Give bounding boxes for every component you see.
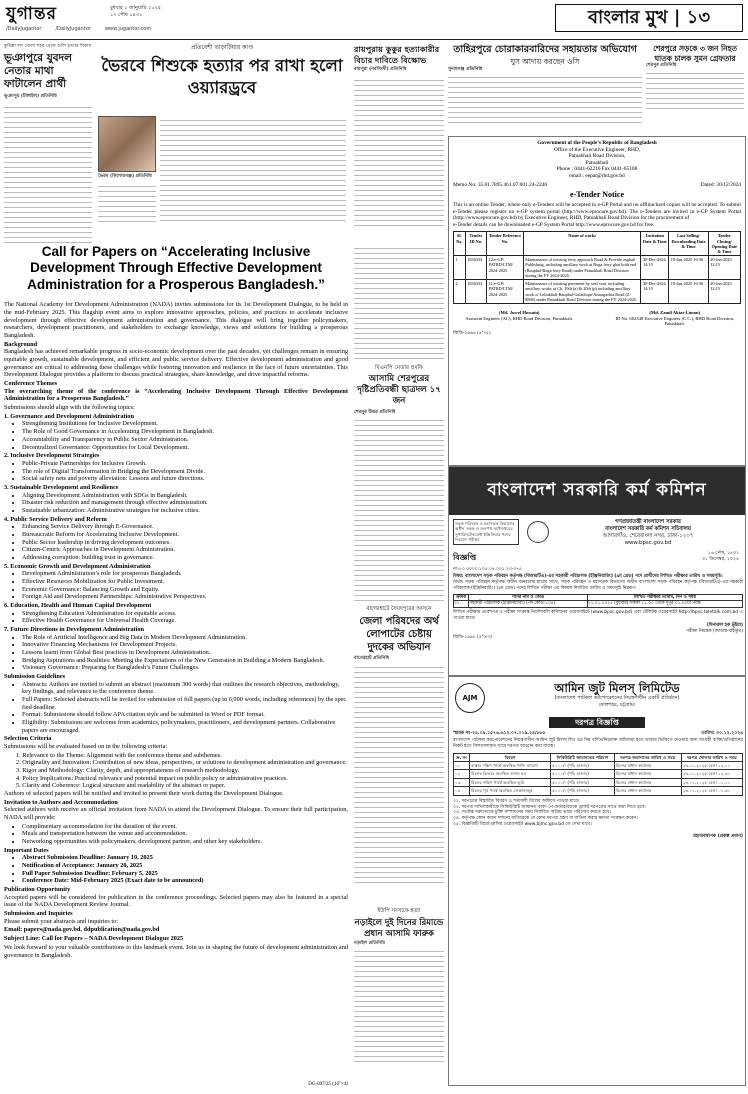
cfp-topic-list xyxy=(22,460,348,483)
table-cell: 30-Dec-2024 14:10 xyxy=(641,256,669,280)
cfp-topic-item: • Innovative Financing Mechanisms for Development Projects. xyxy=(22,641,348,649)
cfp-topic-title: 6. Education, Health and Human Capital Development xyxy=(4,601,152,609)
cfp-topic-item: • Effective Resources Mobilization for Public Investment. xyxy=(22,578,348,586)
cfp-invitation-item: • Meals and transportation between the venue and accommodation. xyxy=(22,830,348,838)
cfp-criterion: 4. Policy Implications: Practical relevance and potential impact on public policy or administrative practices. xyxy=(16,774,288,782)
story-bagerhat: বাগেরহাটে সৈয়দপুরের আসনে জেলা পরিষদের অর্থ লোপাটের চেষ্টায় দুদকের অভিযান বাগেরহাট প্রতিনিধি xyxy=(354,606,444,906)
masthead xyxy=(0,0,748,40)
table-cell: ০৪ xyxy=(454,787,470,795)
cfp-topic-list xyxy=(22,610,348,625)
table-cell: 1056334 xyxy=(465,256,487,280)
cfp-intro: The National Academy for Development Administration (NADA) invites submissions for its 1st Development Dialogue, to be held in the mid-February 2025. This flagship event aims to explore innovative approaches, policies, and practices to accelerate inclusive development through effective development administration and governance. This dialogue will bring together policymakers, researchers, development practitioners, and stakeholders to exchange knowledge, views and solutions for building a prosperous Bangladesh. xyxy=(4,301,348,340)
amin-col-header: বিবরণ xyxy=(470,753,551,761)
headline: আসামি শেরপুরের দৃষ্টিপ্রতিবন্ধী ছাত্রদল ১৭ জন xyxy=(357,373,441,407)
cfp-topic-item: • Citizen-Centric Approaches in Development Administration. xyxy=(22,546,348,554)
table-cell: 11/e-GP/ PATRD/LTM/ 2024-2025 xyxy=(487,280,524,304)
cfp-topic-item: • Bureaucratic Reform for Accelerating Inclusive Development. xyxy=(22,531,348,539)
cfp-topic-item: • Decentralized Governance: Opportunities for Local Development. xyxy=(22,444,348,452)
cfp-topic-title: 4. Public Service Delivery and Reform xyxy=(4,515,107,523)
cfp-email[interactable]: Email: papers@nada.gov.bd, ddpublication@nada.gov.bd xyxy=(4,926,160,934)
table-cell: ৫০০০/- (পাঁচ হাজার) xyxy=(551,787,615,795)
table-cell: 20-Jan-2025 12:15 xyxy=(708,280,740,304)
cfp-criterion: 3. Rigor and Methodology: Clarity, depth, and appropriateness of research methodology. xyxy=(16,767,240,775)
table-cell: 1056333 xyxy=(465,280,487,304)
table-cell: 19-Jan-2025 16:30 xyxy=(669,256,708,280)
story-tahirpur: তাহিরপুরে চোরাকারবারিদের সহায়তার অভিযোগ ঘুস আদায় করছেন ওসি সুনামগঞ্জ প্রতিনিধি xyxy=(448,44,642,134)
cfp-guideline: • Eligibility: Submissions are welcome from academics, policymakers, practitioners, and development partners. Collaborative papers are encouraged. xyxy=(22,719,348,734)
table-cell: ২৩.০১.২০২৫ বেলা ০১.৩০ xyxy=(681,787,742,795)
cfp-topic-item: • Bridging Aspirations and Realities: Meeting the Expectations of the New Generation in Building a Modern Bangladesh. xyxy=(22,657,348,665)
cfp-title: Call for Papers on “Accelerating Inclusive Development Through Effective Development Administration for a Prosperous Bangladesh.” xyxy=(27,244,325,292)
cfp-date-item: • Abstract Submission Deadline: January 10, 2025 xyxy=(22,854,348,862)
story-bhuapur: কুমিল্লা দল জেলা শহর থেকে গুলি হত্যার শিকার ভূঞাপুরে যুবদল নেতার মাথা ফাটালেন প্রার্থী ভূঞাপুর (টাঙ্গাইল) প্রতিনিধি xyxy=(4,44,92,230)
story-raipura xyxy=(354,44,444,240)
bpsc-table: ক্রমিক পদের নাম ও কোড লিখিত পরীক্ষার তারিখ, দিন ও সময় ০১. সহকারী পরিচালক (ইঞ্জিনিয়ারিং) (পদ কোড-১০৪) ২২.০১.২০২৫ (বুধবার) সকাল ১১.০০ থেকে দুপুর ০১.০০টা পর্যন্ত xyxy=(453,594,743,608)
cfp-date-item: • Notification of Acceptance: January 20, 2025 xyxy=(22,862,348,870)
cfp-guideline: • Full Papers: Selected abstracts will be invited for submission of full papers (up to 6,000 words, including references) by the spec fied deadline. xyxy=(22,696,348,711)
table-cell: মিলের দক্ষিণ পার্শ্বে অবস্থিত ভূমি xyxy=(470,778,551,786)
cfp-topic-item: • Sustainable urbanization: Administrative strategies for inclusive cities. xyxy=(22,507,348,515)
headline: নড়াইলে দুই দিনের রিমান্ডে প্রধান আসামি ফারুক xyxy=(354,916,444,938)
byline: ভৈরব (কিশোরগঞ্জ) প্রতিনিধি xyxy=(98,174,152,179)
cfp-topic-item: • Economic Governance: Balancing Growth and Equity. xyxy=(22,586,348,594)
section-title: বাংলার মুখ | ১৩ xyxy=(555,4,743,32)
amin-col-header: সিকিউরিটি জামানতের পরিমাণ xyxy=(551,753,615,761)
cfp-invitation-item: • Networking opportunities with policymakers, development partner, and other key stakeholders. xyxy=(22,838,348,846)
table-row xyxy=(454,778,743,786)
table-cell: 12/e-GP/ PATRD/LTM/ 2024-2025 xyxy=(487,256,524,280)
cfp-date-item: • Conference Date: Mid-February 2025 (Exact date to be announced) xyxy=(22,877,348,885)
cfp-topic-item: • Social safety nets and poverty alleviation: Lessons and future directions. xyxy=(22,475,348,483)
table-cell: 30-Dec-2024 14:10 xyxy=(641,280,669,304)
amin-col-header: দরপত্র খোলার তারিখ ও সময় xyxy=(681,753,742,761)
body-text xyxy=(4,103,92,243)
cfp-topic-title: 3. Sustainable Development and Resilience xyxy=(4,483,119,491)
story-sherpur-dristi: বিএনপি নেতার হুমকি আসামি শেরপুরের দৃষ্টিপ্রতিবন্ধী ছাত্রদল ১৭ জন শেরপুর উত্তর প্রতিনিধি xyxy=(354,244,444,604)
facebook-link[interactable]: /DailyJugantor xyxy=(6,26,42,32)
byline: ভূঞাপুর (টাঙ্গাইল) প্রতিনিধি xyxy=(4,93,57,99)
cfp-dates xyxy=(22,854,348,885)
table-cell: ২৩.০১.২০২৫ বেলা ১২.০০ xyxy=(681,761,742,769)
cfp-guidelines xyxy=(22,681,348,735)
cfp-topic-item: • Accountability and Transparency in Public Sector Administration. xyxy=(22,436,348,444)
twitter-link[interactable]: /DailyJugantor xyxy=(55,26,91,32)
cfp-topic-title: 2. Inclusive Development Strategies xyxy=(4,452,100,460)
bpsc-seal xyxy=(527,521,549,543)
kicker: প্রতিবেশী ভাড়াটিয়ার কাণ্ড xyxy=(190,44,254,51)
table-cell: মিলের প্রধান কার্যালয় xyxy=(614,770,681,778)
bpsc-website[interactable]: www.bpsc.gov.bd xyxy=(624,540,672,547)
cfp-topic-item: • Development Administration’s role for prosperous Bangladesh. xyxy=(22,570,348,578)
cfp-topic-list xyxy=(22,523,348,561)
bpsc-title: বিজ্ঞপ্তি xyxy=(453,553,477,562)
table-cell: ৫০০০/- (পাঁচ হাজার) xyxy=(551,778,615,786)
cfp-topic-item: • Public Sector leadership in driving development outcomes. xyxy=(22,539,348,547)
amin-col-header: ক্র. নং xyxy=(454,753,470,761)
cfp-topic-item: • The role of Digital Transformation in Bridging the Development Divide. xyxy=(22,468,348,476)
amin-col-header: দরপত্র জমাদানের তারিখ ও সময় xyxy=(614,753,681,761)
table-cell: ২৩.০১.২০২৫ বেলা ০১.০০ xyxy=(681,778,742,786)
cfp-topics xyxy=(4,413,348,672)
cfp-topic-list xyxy=(22,492,348,515)
tender-col-header: Tender ID No. xyxy=(465,232,487,256)
tender-col-header: Sl. No. xyxy=(454,232,466,256)
headline: তাহিরপুরে চোরাকারবারিদের সহায়তার অভিযোগ xyxy=(453,44,637,55)
tender-title: e-Tender Notice xyxy=(570,190,624,200)
table-row xyxy=(454,761,743,769)
bpsc-notice: বাংলাদেশ সরকারি কর্ম কমিশন সড়ক পরিবহন ও মহাসড়ক বিভাগের অধীন সড়ক ও জনপথ অধিদপ্তরের সুপারিনটেনডেন্ট ইঞ্জিনিয়ার পদের নিয়োগ পরীক্ষা গণপ্রজাতন্ত্রী বাংলাদেশ সরকার বাংলাদেশ সরকারি কর্ম কমিশন সচিবালয় আগারগাঁও, শেরেবাংলা নগর, ঢাকা-১২০৭ www.bpsc.gov.bd বিজ্ঞপ্তি ১৬ পৌষ, ১৪৩১ ৩১ ডিসেম্বর, ২০২৪ নং-৮০.০০০০.১০৫.০৫.০০১.২৩-৩৭৫ বিষয়: বাংলাদেশ সড়ক পরিবহন কর্তৃপক্ষ (বিআরটিএ)-এর সহকারী পরিচালক (ইঞ্জিনিয়ারিং) (৯ম গ্রেড) পদে প্রার্থীদের লিখিত পরীক্ষার তারিখ ও সময়সূচি। অর্থাৎ সড়ক পরিবহন কর্তৃপক্ষ অধীন জনবলের হারের সাথে, সড়ক পরিবহন ও মহাসড়ক বিভাগের অধীন বাংলাদেশ সড়ক পরিবহন কর্তৃপক্ষ (বিআরটিএ)-এর সহকারী পরিচালক (ইঞ্জিনিয়ারিং) (৯ম গ্রেড) পদের লিখিত পরীক্ষা এর বিষয়ক নির্ধারিত তারিখ ও সময়সূচি নিম্নরূপ: ক্রমিক পদের নাম ও কোড লিখিত পরীক্ষার তারিখ, দিন ও সময় ০১. সহকারী পরিচালক (ইঞ্জিনিয়ারিং) (পদ কোড-১০৪) ২২.০১.২০২৫ (বুধবার) সকাল ১১.০০ থেকে দুপুর ০১.০০টা পর্যন্ত লিখিত পরীক্ষার প্রবেশপত্র ও পরীক্ষা সংক্রান্ত নির্দেশাবলি কমিশনের ওয়েবসাইটে (www.bpsc.gov.bd) এবং টেলিটক ওয়েবসাইট http://bpsc.teletalk.com.bd এ পাওয়া যাবে। (মিনারুল হক ভূঁইয়া) পরীক্ষা নিয়ন্ত্রক (ক্যাডার-বহির্ভূত) জিডি-২৬৯৮ (৫"×৩) xyxy=(448,466,746,676)
cfp-topic-item: • Disaster risk reduction and management through effective administration. xyxy=(22,499,348,507)
tender-col-header: Last Selling/ Downloading Date & Time xyxy=(669,232,708,256)
amin-term: ০৩. সর্বোচ্চ দরদাতাকে চুক্তি সম্পাদনের সময় নির্ধারিত অগ্রিম ভাড়া পরিশোধ করতে হবে। xyxy=(453,810,611,816)
table-cell: 2 xyxy=(454,280,466,304)
table-row xyxy=(454,770,743,778)
table-row xyxy=(454,787,743,795)
headline: জেলা পরিষদের অর্থ লোপাটের চেষ্টায় দুদকের অভিযান xyxy=(359,615,439,654)
table-cell: ২৩.০১.২০২৫ বেলা ১২.৩০ xyxy=(681,770,742,778)
amin-title: দরপত্র বিজ্ঞপ্তি xyxy=(549,717,645,728)
cfp-topic-item: • Aligning Development Administration with SDGs in Bangladesh. xyxy=(22,492,348,500)
body-text xyxy=(160,116,346,224)
cfp-topic-item: • The Role of Good Governance in Accelerating Development in Bangladesh. xyxy=(22,428,348,436)
story-sherpur-accident: শেরপুরে সড়কে ৩ জন নিহত ঘাতক চালক সুমন গ্রেফতার শেরপুর প্রতিনিধি xyxy=(646,44,744,134)
table-cell: ০২ xyxy=(454,770,470,778)
cfp-topic-item: • Public-Private Partnerships for Inclusive Growth. xyxy=(22,460,348,468)
table-row xyxy=(454,280,741,304)
website-link[interactable]: www.jugantor.com xyxy=(104,26,152,32)
table-cell: মিলের প্রধান কার্যালয় xyxy=(614,787,681,795)
call-for-papers-ad: Call for Papers on “Accelerating Inclusive Development Through Effective Development Administration for a Prosperous Bangladesh.” The National Academy for Development Administration (NADA) invites submissions for its 1st Development Dialogue, to be held in the mid-February 2025. This flagship event aims to explore innovative approaches, policies, and practices to accelerate inclusive development through effective development administration and governance. This dialogue will bring together policymakers, researchers, development practitioners, and stakeholders to exchange knowledge, views and solutions for building a prosperous Bangladesh. Background Bangladesh has achieved remarkable progress in socio-economic development over the past decades, yet challenges remain in ensuring equitable growth, sustainable development, and efficient and public service delivery. Effective development administration and good governance are critical to addressing these challenges while fostering innovation and resilience in the face of future uncertainties. This Development Dialogue provides a platform to discuss practical strategies, share knowledge, and drive impactful reforms. Conference Themes The overarching theme of the conference is “Accelerating Inclusive Development Through Effective Development Administration for a Prosperous Bangladesh.” Submissions should align with the following topics: 1. Governance and Development Administration • Strengthening Institutions for Inclusive Development. • The Role of Good Governance in Accelerating Development in Bangladesh. • Accountability and Transparency in Public Sector Administration. • Decentralized Governance: Opportunities for Local Development. 2. Inclusive Development Strategies • Public-Private Partnerships for Inclusive Growth. • The role of Digital Transformation in Bridging the Development Divide. • Social safety nets and poverty alleviation: Lessons and future directions. 3. Sustainable Development and Resilience • Aligning Development Administration with SDGs in Bangladesh. • Disaster risk reduction and management through effective administration. • Sustainable urbanization: Administrative strategies for inclusive cities. 4. Public Service Delivery and Reform • Enhancing Service Delivery through E-Governance. • Bureaucratic Reform for Accelerating Inclusive Development. • Public Sector leadership in driving development outcomes. • Citizen-Centric Approaches in Development Administration. • Addressing corruption: building trust in governance. 5. Economic Growth and Development Administration • Development Administration’s role for prosperous Bangladesh. • Effective Resources Mobilization for Public Investment. • Economic Governance: Balancing Growth and Equity. • Foreign Aid and Development Partnerships: Administrative Perspectives. 6. Education, Health and Human Capital Development • Strengthening Education Administration for equitable access. • Effective Health Governance for Universal Health Coverage. 7. Future Directions in Development Administration • The Role of Artificial Intelligence and Big Data in Modern Development Administration. • Innovative Financing Mechanisms for Development Projects. • Lessons learnt from Global Best practices in Development Administration. • Bridging Aspirations and Realities: Meeting the Expectations of the New Generation in Building a Modern Bangladesh. • Visionary Governance: Preparing for Bangladesh’s Future Challenges. Submission Guidelines • Abstracts: Authors are invited to submit an abstract (maximum 300 words) that outlines the research objectives, methodology, key findings, and relevance to the conference theme. • Full Papers: Selected abstracts will be invited for submission of full papers (up to 6,000 words, including references) by the spec fied deadline. • Format: Submissions should follow APA citation style and be submitted in Word or PDF format. • Eligibility: Submissions are welcome from academics, policymakers, practitioners, and development partners. Collaborative papers are encouraged. Selection Criteria Submissions will be evaluated based on in the following criteria: 1. Relevance to the Theme: Alignment with the conference theme and subthemes. 2. Originality and Innovation: Contribution of new ideas, perspectives, or solutions to development administration and governance. 3. Rigor and Methodology: Clarity, depth, and appropriateness of research methodology. 4. Policy Implications: Practical relevance and potential impact on public policy or administrative practices. 5. Clarity and Coherence: Logical structure and readability of the abstract or paper. Authors of selected papers will be notified and invited to present their work during the Development Dialogue. Invitation to Authors and Accommodation Selected authors with receive an official invitation from NADA to attend the Development Dialogue. To ensure their full participation, NADA will provide: • Complimentary accommodation for the duration of the event. • Meals and transportation between the venue and accommodation. • Networking opportunities with policymakers, development partner, and other key stakeholders. Important Dates • Abstract Submission Deadline: January 10, 2025 • Notification of Acceptance: January 20, 2025 • Full Paper Submission Deadline: February 5, 2025 • Conference Date: Mid-February 2025 (Exact date to be announced) Publication Opportunity Accepted papers will be considered for publication in the conference proceedings. Selected papers may also be featured in a special issue of the NADA Development Review Journal. Submission and Inquiries Please submit your abstracts and inquiries to: Email: papers@nada.gov.bd, ddpublication@nada.gov.bd Subject Line: Call for Papers – NADA Development Dialogue 2025 We look forward to your valuable contributions to this landmark event. Join us in shaping the future of development administration and governance in Bangladesh. DG-007/25 (16"×4) xyxy=(0,240,352,1090)
table-cell: মিলের ভিতরে অবস্থিত গুদাম ঘর xyxy=(470,770,551,778)
table-cell: মিলের প্রধান কার্যালয় xyxy=(614,778,681,786)
cfp-criterion: 5. Clarity and Coherence: Logical structure and readability of the abstract or paper. xyxy=(16,782,226,790)
child-photo xyxy=(98,116,156,172)
issue-date: বুধবার ১ জানুয়ারি ২০২৫ ১৭ পৌষ ১৪৩১ xyxy=(110,5,162,18)
headline: ভৈরবে শিশুকে হত্যার পর রাখা হলো ওয়্যারড্রবে xyxy=(101,55,343,97)
table-cell: ৫০০০/- (পাঁচ হাজার) xyxy=(551,761,615,769)
table-cell: ০৩ xyxy=(454,778,470,786)
cfp-topic-title: 1. Governance and Development Administration xyxy=(4,412,134,420)
cfp-criteria xyxy=(16,752,348,790)
headline: শেরপুরে সড়কে ৩ জন নিহত ঘাতক চালক সুমন গ্রেফতার xyxy=(653,44,737,63)
tender-col-header: Invitation Date & Time xyxy=(641,232,669,256)
table-cell: 19-Jan-2025 16:30 xyxy=(669,280,708,304)
cfp-topic-title: 5. Economic Growth and Development Administration xyxy=(4,562,151,570)
table-cell: Maintenance of existing pavement by seal coat, including ancillary works at Ch. 19th (a) & 20th (p) including ancillary work of Lebukhali-Bauphal-Galachipa-Amragachia Road (Z-8806) under Patuakhali Road Division during the FY 2024-2025. xyxy=(523,280,641,304)
bpsc-banner: বাংলাদেশ সরকারি কর্ম কমিশন xyxy=(449,467,745,515)
cfp-topic-list xyxy=(22,634,348,672)
story-narail: ইউপি সদস্যকে হত্যা নড়াইলে দুই দিনের রিমান্ডে প্রধান আসামি ফারুক নড়াইল প্রতিনিধি xyxy=(354,908,444,1090)
cfp-topic-item: • Effective Health Governance for Universal Health Coverage. xyxy=(22,617,348,625)
table-cell: ৫০০০/- (পাঁচ হাজার) xyxy=(551,770,615,778)
cfp-topic-item: • Enhancing Service Delivery through E-Governance. xyxy=(22,523,348,531)
cfp-topic-item: • Visionary Governance: Preparing for Bangladesh’s Future Challenges. xyxy=(22,664,348,672)
byline: রায়পুরা (নরসিংদী) প্রতিনিধি xyxy=(354,67,407,73)
cfp-topic-list xyxy=(22,420,348,451)
ajm-logo-icon: AJM xyxy=(455,683,485,713)
amin-term: ০৪. কর্তৃপক্ষ কোন কারণ দর্শানো ব্যতিরেকে যে কোন দরপত্র গ্রহণ বা বাতিল করার ক্ষমতা সংরক্ষণ করেন। xyxy=(453,816,638,822)
tender-col-header: Tender Reference No. xyxy=(487,232,524,256)
tender-col-header: Name of works xyxy=(523,232,641,256)
cfp-topic-item: • Strengthening Education Administration for equitable access. xyxy=(22,610,348,618)
tender-table xyxy=(453,231,741,304)
headline: রায়পুরায় কুকুর হত্যাকারীর বিচার দাবিতে বিক্ষোভ xyxy=(354,44,440,65)
cfp-topic-item: • Lessons learnt from Global Best practices in Development Administration. xyxy=(22,649,348,657)
amin-name: আমিন জুট মিলস্ লিমিটেড xyxy=(554,681,680,695)
cfp-topic-item: • Addressing corruption: building trust in governance. xyxy=(22,554,348,562)
amin-term: ০৫. বিজ্ঞপ্তিটি বিজেএমসির ওয়েবসাইট www.bjmc.gov.bd তে দেখা যাবে। xyxy=(453,822,592,828)
table-cell: মিলের প্রধান কার্যালয় xyxy=(614,761,681,769)
table-cell: রাস্তার দক্ষিণ পার্শ্বে অবস্থিত খালি জায়গা xyxy=(470,761,551,769)
cfp-guideline: • Abstracts: Authors are invited to submit an abstract (maximum 300 words) that outlines the research objectives, methodology, key findings, and relevance to the conference theme. xyxy=(22,681,348,696)
newspaper-logo: যুগান্তর xyxy=(6,4,57,24)
amin-term: ০২. দরপত্র দাখিলকারীকে সিকিউরিটি জামানত বাবদ পে-অর্ডার/ব্যাংক ড্রাফট দরপত্রের সাথে জমা দিতে হবে। xyxy=(453,804,646,810)
story-bhairab xyxy=(96,44,348,230)
headline: ভূঞাপুরে যুবদল নেতার মাথা ফাটালেন প্রার্থী xyxy=(4,52,72,91)
amin-term: ০১. দরপত্রের বিস্তারিত বিবরণ ও শর্তাবলী মিলের অফিসে পাওয়া যাবে। xyxy=(453,798,580,804)
cfp-topic-item: • Strengthening Institutions for Inclusive Development. xyxy=(22,420,348,428)
cfp-criterion: 1. Relevance to the Theme: Alignment with the conference theme and subthemes. xyxy=(16,751,222,759)
cfp-topic-item: • Foreign Aid and Development Partnerships: Administrative Perspectives. xyxy=(22,593,348,601)
table-cell: 1 xyxy=(454,256,466,280)
amin-terms xyxy=(453,799,743,828)
tender-col-header: Tender Closing/ Opening Date & Time xyxy=(708,232,740,256)
cfp-guideline: • Format: Submissions should follow APA citation style and be submitted in Word or PDF format. xyxy=(22,711,348,719)
cfp-topic-item: • The Role of Artificial Intelligence and Big Data in Modern Development Administration. xyxy=(22,634,348,642)
amin-table xyxy=(453,753,743,796)
social-links xyxy=(6,26,151,32)
cfp-topic-title: 7. Future Directions in Development Administration xyxy=(4,625,145,633)
cfp-criterion: 2. Originality and Innovation: Contribution of new ideas, perspectives, or solutions to development administration and governance. xyxy=(16,759,347,767)
table-cell: Maintenance of existing ferry approach Road & Provide asphalt Publishing, including ancillary work at Boga ferry ghat both end (Bauphal-Boga ferry Road) under Patuakhali Road Division during the FY 2024-2025. xyxy=(523,256,641,280)
table-cell: মিলের পূর্ব পার্শ্বে অবস্থিত দোকানসমূহ xyxy=(470,787,551,795)
amin-jute-notice: AJM আমিন জুট মিলস্ লিমিটেড (বাংলাদেশ পাটকল করপোরেশনের নিয়ন্ত্রণাধীন একটি প্রতিষ্ঠান) ষোলশহর, চট্টগ্রাম। দরপত্র বিজ্ঞপ্তি স্মারক নং-২৪.০৯.১৫৭৬.৬১২.০৭.০১৯.২৪/৮৮৫ তারিখ: ৩০.১২.২০২৪ বাংলাদেশ পাটকল করপোরেশনের নিয়ন্ত্রণাধীন আমিন জুট মিলস্ লিঃ এর নিম্ন বর্ণিত/নিম্নোক্ত জমিজমা হতে ভাড়ার ভিত্তিতে দেওয়ার জন্য আগ্রহী ব্যক্তি/প্রতিষ্ঠানের নিকট হতে সিলগালাকৃত খামে দরপত্র আহ্বান করা যাচ্ছে। ক্র. নং বিবরণ সিকিউরিটি জামানতের পরিমাণ দরপত্র জমাদানের তারিখ ও সময় দরপত্র খোলার তারিখ ও সময় ০১ রাস্তার দক্ষিণ পার্শ্বে অবস্থিত খালি জায়গা ৫০০০/- (পাঁচ হাজার) মিলের প্রধান কার্যালয় ২৩.০১.২০২৫ বেলা ১২.০০ ০২ মিলের ভিতরে অবস্থিত গুদাম ঘর ৫০০০/- (পাঁচ হাজার) মিলের প্রধান কার্যালয় ২৩.০১.২০২৫ বেলা ১২.৩০ ০৩ মিলের দক্ষিণ পার্শ্বে অবস্থিত ভূমি ৫০০০/- (পাঁচ হাজার) মিলের প্রধান কার্যালয় ২৩.০১.২০২৫ বেলা ০১.০০ ০৪ মিলের পূর্ব পার্শ্বে অবস্থিত দোকানসমূহ ৫০০০/- (পাঁচ হাজার) মিলের প্রধান কার্যালয় ২৩.০১.২০২৫ বেলা ০১.৩০ ০১. দরপত্রের বিস্তারিত বিবরণ ও শর্তাবলী মিলের অফিসে পাওয়া যাবে। ০২. দরপত্র দাখিলকারীকে সিকিউরিটি জামানত বাবদ পে-অর্ডার/ব্যাংক ড্রাফট দরপত্রের সাথে জমা দিতে হবে। ০৩. সর্বোচ্চ দরদাতাকে চুক্তি সম্পাদনের সময় নির্ধারিত অগ্রিম ভাড়া পরিশোধ করতে হবে। ০৪. কর্তৃপক্ষ কোন কারণ দর্শানো ব্যতিরেকে যে কোন দরপত্র গ্রহণ বা বাতিল করার ক্ষমতা সংরক্ষণ করেন। ০৫. বিজ্ঞপ্তিটি বিজেএমসির ওয়েবসাইট www.bjmc.gov.bd তে দেখা যাবে। মহাব্যবস্থাপক (প্রকল্প প্রধান) xyxy=(448,676,746,1086)
cfp-topic-list xyxy=(22,570,348,601)
table-cell: ০১ xyxy=(454,761,470,769)
table-row xyxy=(454,256,741,280)
cfp-invitation xyxy=(22,823,348,846)
cfp-date-item: • Full Paper Submission Deadline: February 5, 2025 xyxy=(22,870,348,878)
e-tender-notice: Government of the People’s Republic of Bangladesh Office of the Executive Engineer, RHD, Patuakhali Road Division, Patuakhali Phone : 0441-62216 Fax 0441-65108 email : eepat@rhd.gov.bd Memo No: 35.01.7895.461.07.001.24-2246 Dated: 30/12/2024 e-Tender Notice This is an online Tender, where only e-Tenders will be accepted in e-GP Portal and no offline/hard copies will be accepted. To submit e-Tender please register on e-GP system portal (http://www.eprocure.gov.bd). The e-Tenders are invited in e-GP System Portal (http://www.eprocure.gov.bd) by Executive Engineer, RHD, Patuakhali Road Division for the procurement of e-Tender details can be downloaded e-GP System Portal http://www.eprocure.gov.bd for free. Sl. No. Tender ID No. Tender Reference No. Name of works Invitation Date & Time Last Selling/ Downloading Date & Time Tender Closing/ Opening Date & Time 1 1056334 12/e-GP/ PATRD/LTM/ 2024-2025 Maintenance of existing ferry approach Road & Provide asphalt Publishing, including ancillary work at Boga ferry ghat both end (Bauphal-Boga ferry Road) under Patuakhali Road Division during the FY 2024-2025. 30-Dec-2024 14:10 19-Jan-2025 16:30 20-Jan-2025 12:15 2 1056333 11/e-GP/ PATRD/LTM/ 2024-2025 Maintenance of existing pavement by seal coat, including ancillary works at Ch. 19th (a) & 20th (p) including ancillary work of Lebukhali-Bauphal-Galachipa-Amragachia Road (Z-8806) under Patuakhali Road Division during the FY 2024-2025. 30-Dec-2024 14:10 19-Jan-2025 16:30 20-Jan-2025 12:15 (Md. Juwel Hossain) Assistant Engineer (AC), RHD Road Division, Patuakhali. (Md. Zamil Aktar Limon) ID No. 602348 Executive Engineer (C.C.), RHD Road Division, Patuakhali. জিডি-২৬৯৫ (৫"×৫) xyxy=(448,136,746,466)
cfp-invitation-item: • Complimentary accommodation for the duration of the event. xyxy=(22,823,348,831)
table-cell: 20-Jan-2025 12:15 xyxy=(708,256,740,280)
